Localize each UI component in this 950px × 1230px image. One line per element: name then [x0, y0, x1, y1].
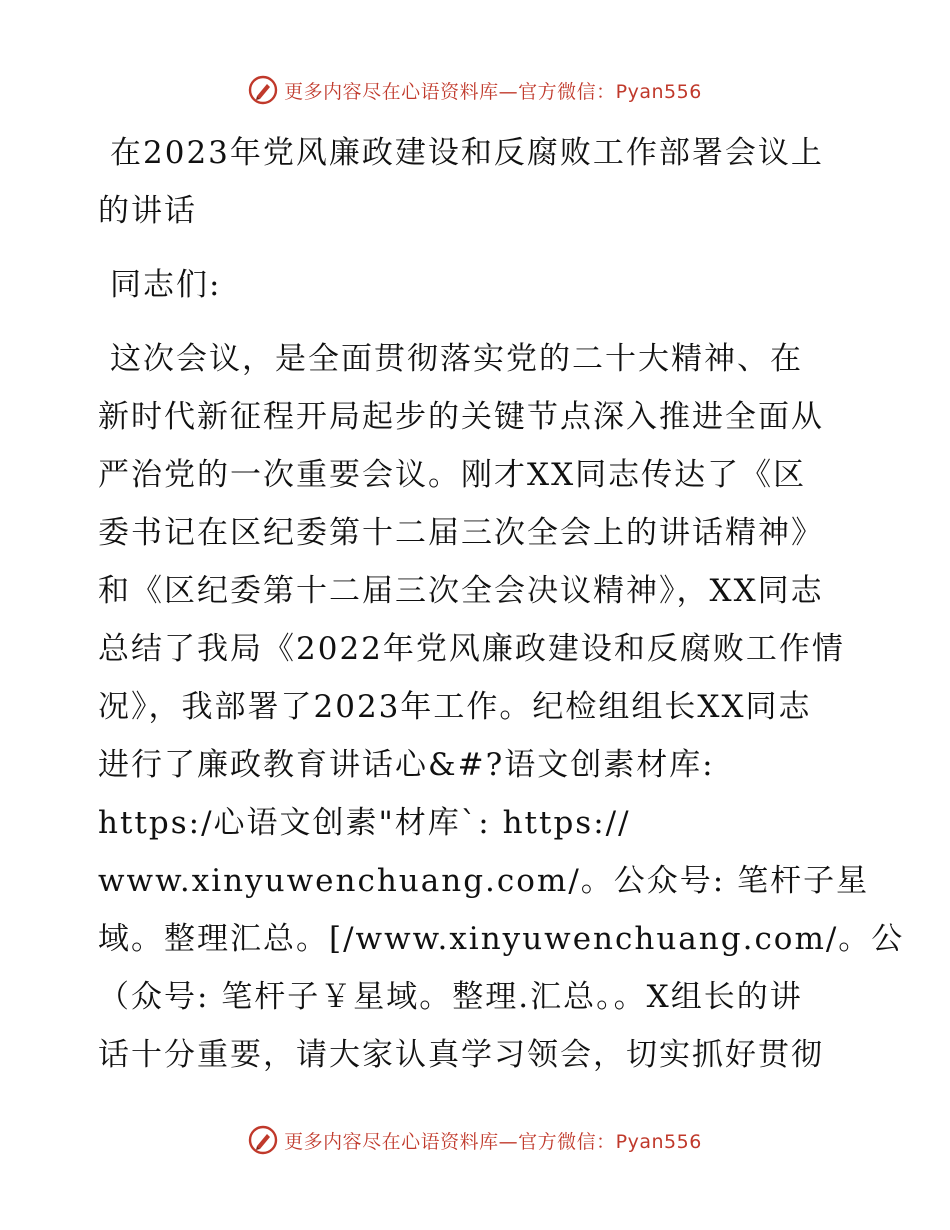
salutation: 同志们:: [110, 267, 222, 303]
body-paragraph: [98, 330, 905, 1084]
title-line: 的讲话: [98, 193, 197, 229]
watermark-text: 更多内容尽在心语资料库—官方微信：Pyan556: [284, 80, 702, 103]
document-title: [98, 124, 858, 240]
pen-logo-icon: [248, 1125, 278, 1155]
pen-logo-icon: [248, 75, 278, 105]
body-line: 况》，我部署了2023年工作。纪检组组长XX同志: [98, 689, 812, 725]
body-line: 进行了廉政教育讲话心&#?语文创素材库:: [98, 747, 715, 783]
body-line: https:/心语文创素"材库`: https://: [98, 805, 631, 841]
body-line: 新时代新征程开局起步的关键节点深入推进全面从: [98, 399, 824, 435]
document-body: [98, 124, 905, 1084]
body-line: www.xinyuwenchuang.com/。公众号: 笔杆子星: [98, 863, 870, 899]
footer-watermark: [0, 1122, 950, 1158]
body-line: 域。整理汇总。[/www.xinyuwenchuang.com/。公: [98, 921, 905, 957]
body-line: 话十分重要，请大家认真学习领会，切实抓好贯彻: [98, 1037, 824, 1073]
body-line: 总结了我局《2022年党风廉政建设和反腐败工作情: [98, 631, 845, 667]
body-line: （众号: 笔杆子￥星域。整理.汇总。。X组长的讲: [98, 979, 803, 1015]
body-line: 委书记在区纪委第十二届三次全会上的讲话精神》: [98, 515, 824, 551]
header-watermark: [0, 72, 950, 108]
body-line: 和《区纪委第十二届三次全会决议精神》，XX同志: [98, 573, 824, 609]
body-line: 这次会议，是全面贯彻落实党的二十大精神、在: [110, 341, 803, 377]
watermark-text: 更多内容尽在心语资料库—官方微信：Pyan556: [284, 1130, 702, 1153]
body-line: 严治党的一次重要会议。刚才XX同志传达了《区: [98, 457, 807, 493]
title-line: 在2023年党风廉政建设和反腐败工作部署会议上: [110, 135, 824, 171]
